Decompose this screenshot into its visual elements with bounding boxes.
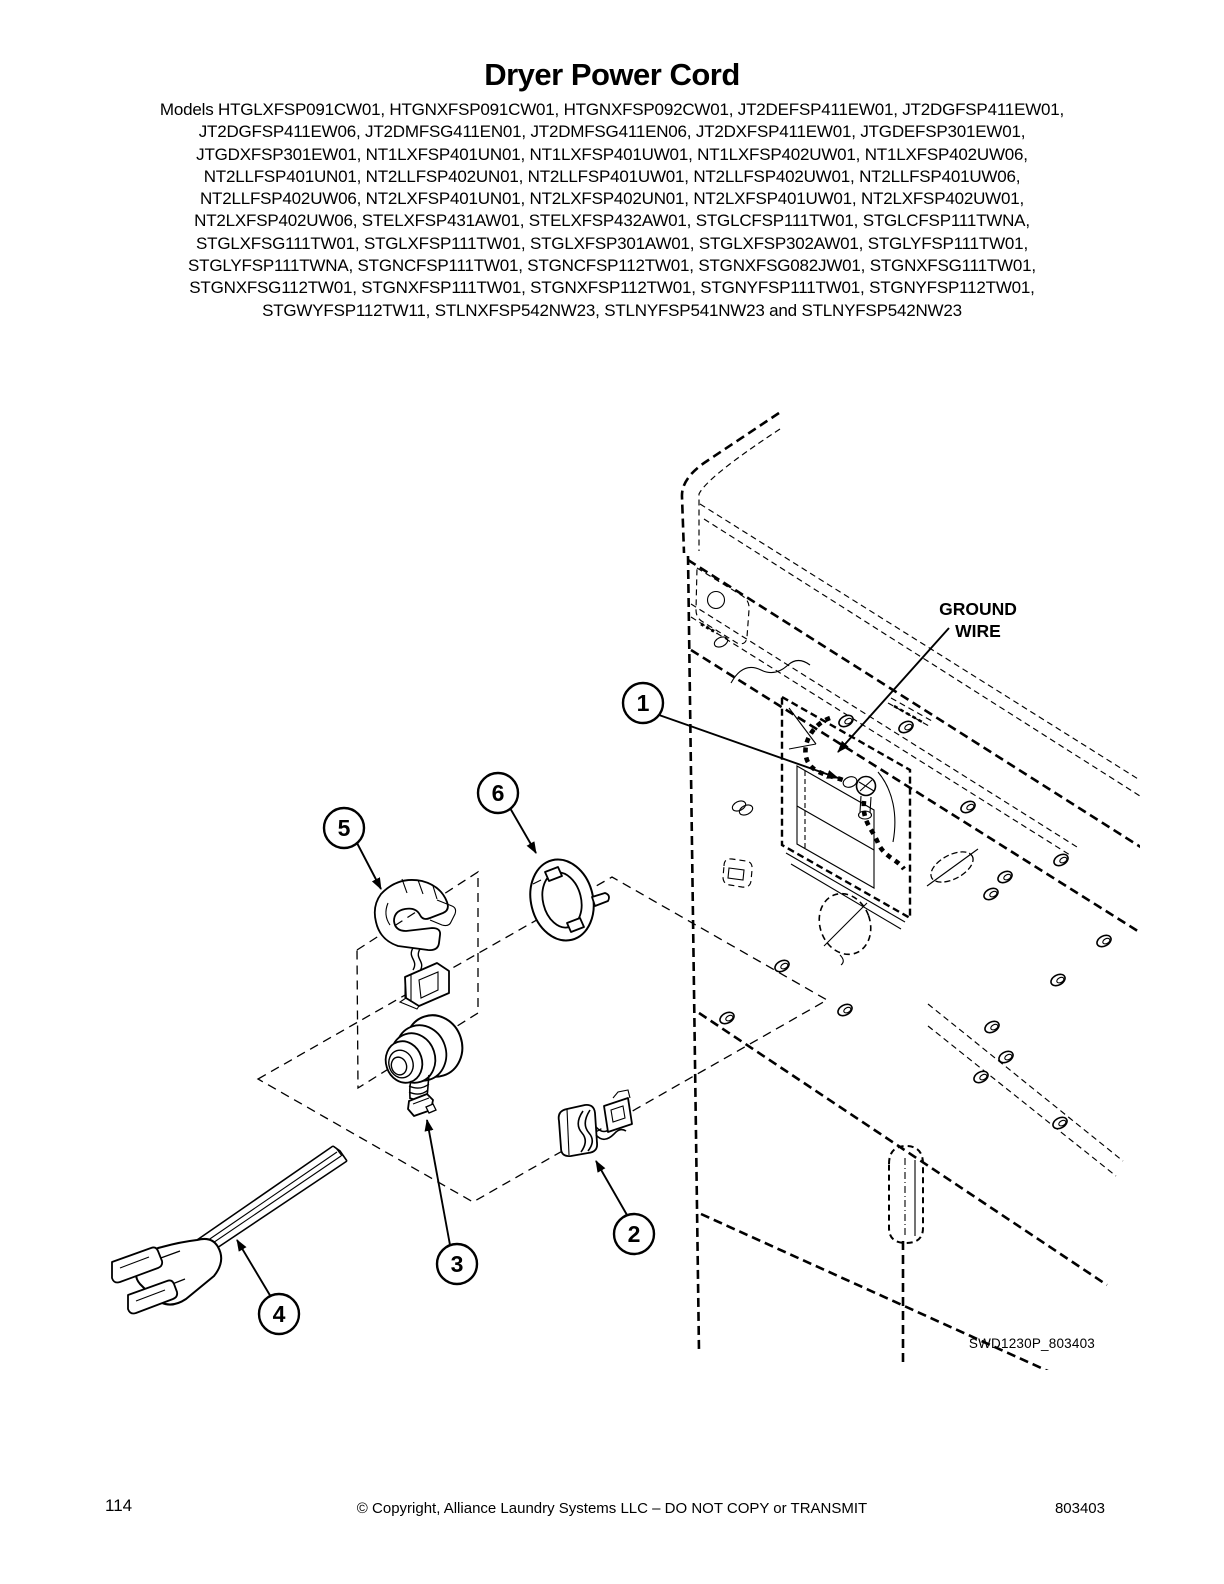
exploded-parts-diagram [100, 390, 1140, 1370]
model-list [62, 99, 1162, 322]
model-list-line: NT2LXFSP402UW06, STELXFSP431AW01, STELXFSP432AW01, STGLCFSP111TW01, STGLCFSP111TWNA, [194, 211, 1030, 231]
retaining-ring [522, 853, 609, 948]
callout-2-arrow [596, 1161, 627, 1215]
power-cord [112, 1146, 347, 1314]
cord-clip [559, 1090, 632, 1156]
callout-6-number: 6 [491, 780, 505, 806]
model-list-line: NT2LLFSP401UN01, NT2LLFSP402UN01, NT2LLFSP401UW01, NT2LLFSP402UW01, NT2LLFSP401UW06, [203, 166, 1021, 186]
ground-wire-drawing [805, 718, 904, 869]
copyright-notice: © Copyright, Alliance Laundry Systems LLC – DO NOT COPY or TRANSMIT [356, 1500, 868, 1517]
parts-diagram-drawing [100, 390, 1140, 1370]
ground-wire-label-line2: WIRE [955, 621, 1001, 641]
callout-1-number: 1 [636, 690, 650, 716]
model-list-line: JT2DGFSP411EW06, JT2DMFSG411EN01, JT2DMFSG411EN06, JT2DXFSP411EW01, JTGDEFSP301EW01, [198, 122, 1026, 142]
panel-openings [811, 846, 978, 1243]
callout-2-number: 2 [627, 1221, 641, 1247]
model-list-line: STGWYFSP112TW11, STLNXFSP542NW23, STLNYFSP541NW23 and STLNYFSP542NW23 [262, 300, 962, 320]
callout-6 [478, 773, 536, 853]
model-list-line: JTGDXFSP301EW01, NT1LXFSP401UN01, NT1LXFSP401UW01, NT1LXFSP402UW01, NT1LXFSP402UW06, [196, 144, 1028, 164]
callout-5-arrow [357, 843, 381, 889]
callout-4 [237, 1240, 299, 1334]
model-list-line: STGLXFSG111TW01, STGLXFSP111TW01, STGLXFSP301AW01, STGLXFSP302AW01, STGLYFSP111TW01, [196, 233, 1028, 253]
callout-4-arrow [237, 1240, 271, 1297]
ground-wire-label-line1: GROUND [939, 599, 1017, 619]
document-number: 803403 [1054, 1500, 1105, 1517]
diagram-code: SWD1230P_803403 [968, 1336, 1095, 1351]
power-cord-connector [380, 1008, 470, 1116]
model-list-line: Models HTGLXFSP091CW01, HTGNXFSP091CW01, HTGNXFSP092CW01, JT2DEFSP411EW01, JT2DGFSP411EW01, [159, 100, 1065, 119]
callout-5-number: 5 [337, 815, 351, 841]
model-list-line: NT2LLFSP402UW06, NT2LXFSP401UN01, NT2LXFSP402UN01, NT2LXFSP401UW01, NT2LXFSP402UW01, [199, 189, 1025, 209]
callout-3 [427, 1120, 477, 1284]
callout-4-number: 4 [272, 1301, 286, 1327]
ground-wire-arrow [838, 628, 949, 752]
plug-blade-icon [128, 1280, 177, 1313]
model-list-line: STGLYFSP111TWNA, STGNCFSP111TW01, STGNCFSP112TW01, STGNXFSG082JW01, STGNXFSG111TW01, [188, 256, 1036, 276]
callout-3-number: 3 [450, 1251, 464, 1277]
ground-wire-label [838, 599, 1017, 752]
callout-5 [324, 808, 381, 889]
page-title: Dryer Power Cord [484, 57, 740, 92]
panel-holes [718, 713, 1113, 1131]
callout-3-arrow [427, 1120, 450, 1245]
callout-2 [596, 1161, 654, 1254]
model-list-line: STGNXFSG112TW01, STGNXFSP111TW01, STGNXFSP112TW01, STGNYFSP111TW01, STGNYFSP112TW01, [189, 278, 1035, 298]
strain-relief-clamp [375, 879, 456, 1009]
callout-6-arrow [510, 808, 536, 853]
page-number: 114 [105, 1496, 133, 1515]
